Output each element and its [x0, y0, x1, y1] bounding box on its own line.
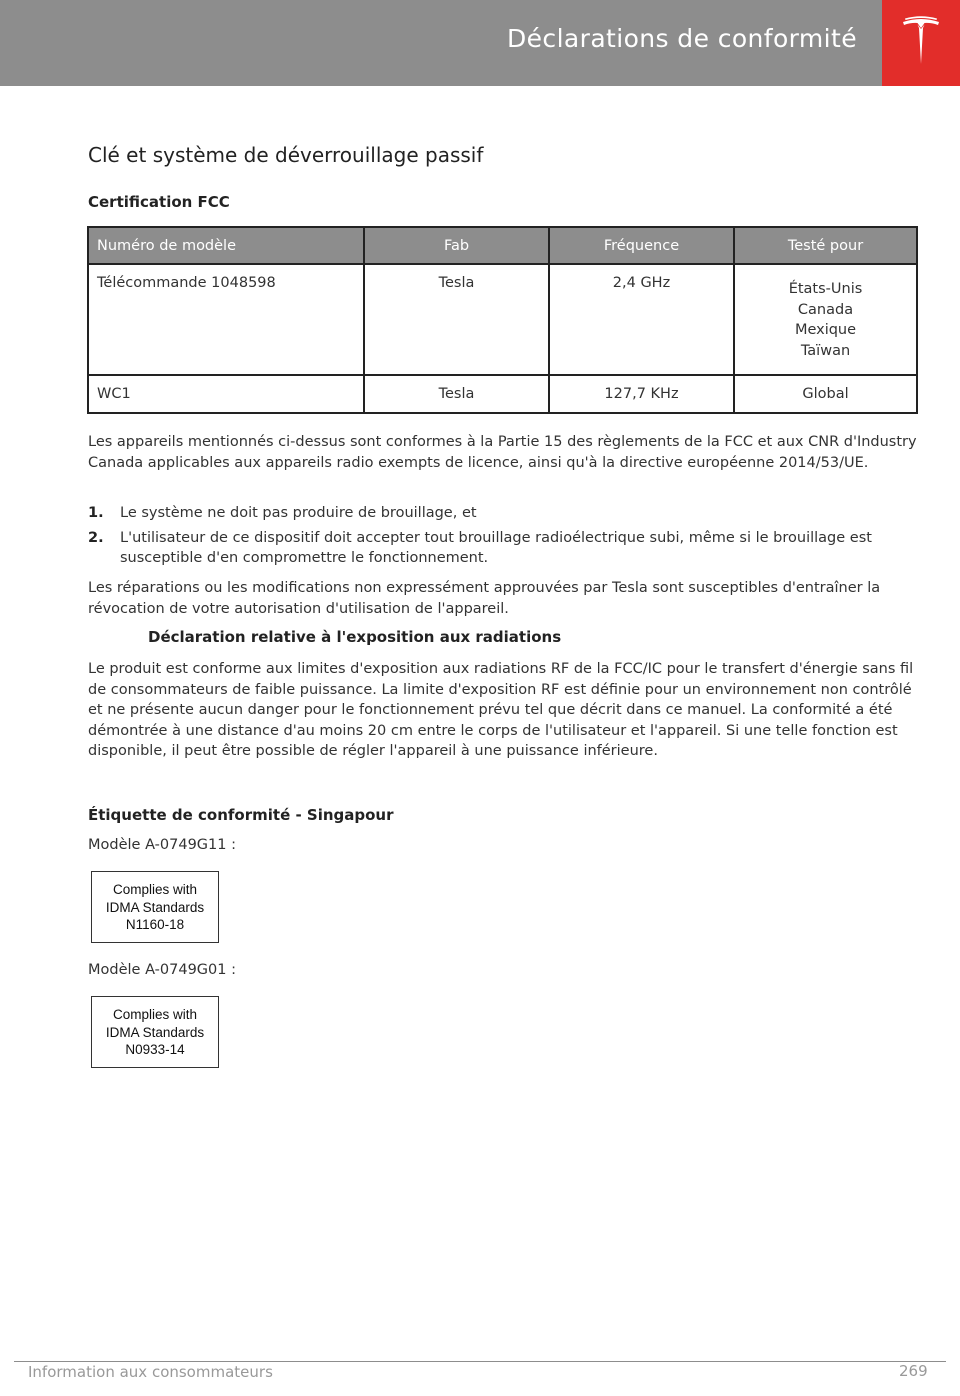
footer-divider	[14, 1361, 946, 1362]
column-header-fab: Fab	[364, 227, 549, 264]
header-title: Déclarations de conformité	[507, 24, 857, 53]
page-header	[0, 0, 960, 86]
list-number: 1.	[88, 505, 104, 521]
country-item: Mexique	[794, 322, 857, 338]
radiation-paragraph: Le produit est conforme aux limites d'exposition aux radiations RF de la FCC/IC pour le transfert d'énergie sans fil de consommateurs de faible puissance. La limite d'exposition RF est définie pour un environnement non contrôlé et ne présente aucun danger pour le fonctionnement prévu tel que décrit dans ce manuel. La conformité a été démontrée à une distance d'au moins 20 cm entre le corps de l'utilisateur et l'appareil. Si une telle fonction est disponible, il peut être possible de régler l'appareil à une puissance inférieure.	[88, 661, 914, 759]
label-line: Complies with	[112, 882, 198, 897]
compliance-label-1	[91, 871, 219, 943]
label-line: IDMA Standards	[105, 899, 205, 915]
country-item: Taïwan	[800, 342, 851, 359]
cell-tested: Global	[734, 375, 917, 413]
list-text: Le système ne doit pas produire de brouillage, et	[120, 505, 477, 521]
model-label-2: Modèle A-0749G01 :	[88, 962, 236, 978]
cell-fab: Tesla	[364, 375, 549, 413]
label-line: N1160-18	[125, 917, 185, 932]
tesla-logo-icon	[901, 16, 941, 70]
fcc-title: Certification FCC	[88, 193, 230, 211]
cell-tested	[734, 264, 917, 375]
label-line: IDMA Standards	[105, 1024, 205, 1040]
cell-model: WC1	[88, 375, 364, 413]
table-header-row	[88, 227, 917, 264]
label-line: N0933-14	[125, 1042, 185, 1057]
column-header-frequency: Fréquence	[549, 227, 734, 264]
footer-section-name: Information aux consommateurs	[28, 1363, 273, 1381]
column-header-tested: Testé pour	[734, 227, 917, 264]
cell-frequency: 2,4 GHz	[549, 264, 734, 375]
compliance-paragraph: Les appareils mentionnés ci-dessus sont conformes à la Partie 15 des règlements de la FCC et aux CNR d'Industry Canada applicables aux appareils radio exempts de licence, ainsi qu'à la directive européenne 2014/53/UE.	[88, 434, 917, 471]
modification-paragraph: Les réparations ou les modifications non expressément approuvées par Tesla sont susceptibles d'entraîner la révocation de votre autorisation d'utilisation de l'appareil.	[88, 580, 881, 617]
cell-model: Télécommande 1048598	[88, 264, 364, 375]
table-row	[88, 375, 917, 413]
singapore-title: Étiquette de conformité - Singapour	[88, 806, 394, 824]
list-item	[88, 503, 918, 524]
section-title: Clé et système de déverrouillage passif	[88, 143, 484, 167]
model-label-1: Modèle A-0749G11 :	[88, 837, 236, 853]
page-number: 269	[899, 1362, 928, 1380]
list-item	[88, 528, 918, 569]
country-item: Canada	[797, 301, 854, 318]
cell-frequency: 127,7 KHz	[549, 375, 734, 413]
label-line: Complies with	[112, 1007, 198, 1022]
cell-fab: Tesla	[364, 264, 549, 375]
compliance-label-2	[91, 996, 219, 1068]
column-header-model: Numéro de modèle	[88, 227, 364, 264]
conditions-list	[88, 503, 918, 573]
list-number: 2.	[88, 529, 104, 546]
list-text: L'utilisateur de ce dispositif doit accepter tout brouillage radioélectrique subi, même si le brouillage est susceptible d'en compromettre le fonctionnement.	[120, 529, 872, 566]
table-row	[88, 264, 917, 375]
country-list	[743, 279, 908, 361]
fcc-table	[87, 226, 918, 414]
radiation-title: Déclaration relative à l'exposition aux radiations	[148, 628, 562, 646]
brand-logo-box	[882, 0, 960, 86]
country-item: États-Unis	[788, 281, 863, 297]
